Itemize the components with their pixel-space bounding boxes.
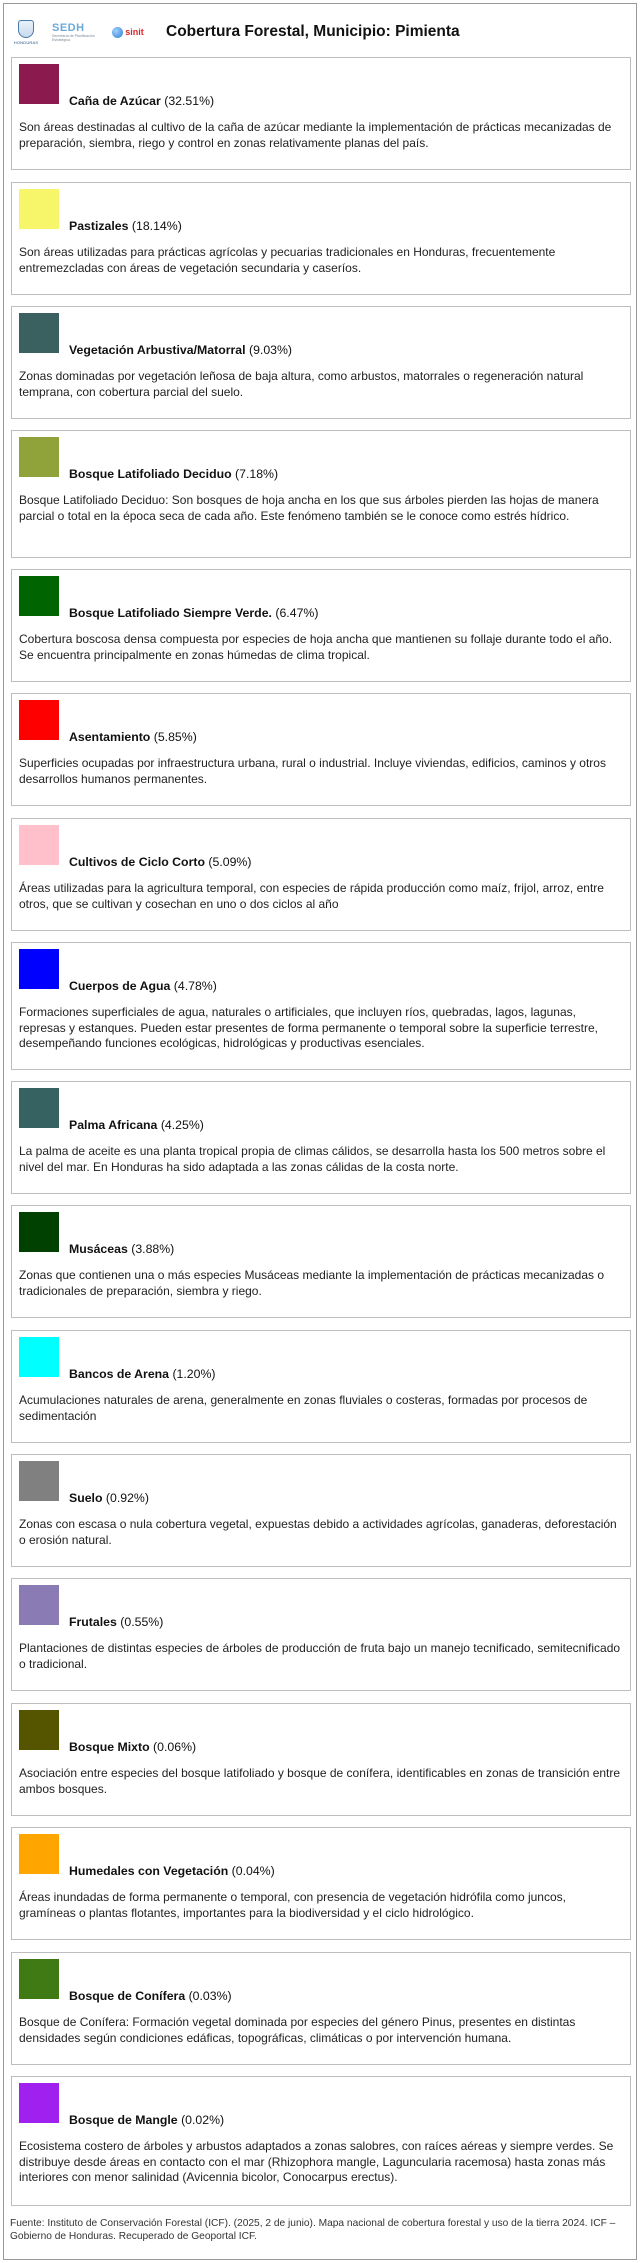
- color-swatch: [19, 189, 59, 229]
- card-title: [69, 1242, 174, 1256]
- cover-type-percent: (18.14%): [131, 219, 182, 233]
- card-title: [69, 979, 217, 993]
- cover-type-card: [11, 306, 631, 419]
- cover-type-description: La palma de aceite es una planta tropical propia de climas cálidos, se desarrolla hasta los 500 metros sobre el nivel del mar. En Honduras ha sido adaptada a las zonas cálidas de la costa norte.: [19, 1144, 606, 1174]
- cover-type-card: [11, 1205, 631, 1318]
- cover-type-percent: (6.47%): [275, 606, 319, 620]
- cover-type-card: [11, 1081, 631, 1194]
- cover-type-description: Son áreas utilizadas para prácticas agrícolas y pecuarias tradicionales en Honduras, frecuentemente entremezcladas con áreas de vegetación secundaria y caseríos.: [19, 245, 556, 275]
- cover-type-name: Asentamiento: [69, 730, 151, 744]
- source-footnote: Fuente: Instituto de Conservación Forestal (ICF). (2025, 2 de junio). Mapa nacional de cobertura forestal y uso de la tierra 2024. ICF – Gobierno de Honduras. Recuperado de Geoportal ICF.: [10, 2218, 616, 2242]
- emblem-shape: [18, 20, 34, 38]
- cover-type-card: [11, 1952, 631, 2065]
- cover-type-description: Zonas con escasa o nula cobertura vegetal, expuestas debido a actividades agrícolas, ganaderas, deforestación o erosión natural.: [19, 1517, 617, 1547]
- cover-type-percent: (32.51%): [164, 94, 215, 108]
- cover-type-percent: (0.55%): [120, 1615, 164, 1629]
- cover-type-card: [11, 1578, 631, 1691]
- page-title: Cobertura Forestal, Municipio: Pimienta: [166, 23, 460, 40]
- color-swatch: [19, 1585, 59, 1625]
- cover-type-name: Suelo: [69, 1491, 103, 1505]
- cover-type-name: Caña de Azúcar: [69, 94, 161, 108]
- page-header: [10, 14, 630, 50]
- cover-type-card: [11, 818, 631, 931]
- cover-type-name: Cultivos de Ciclo Corto: [69, 855, 205, 869]
- sedh-logo-text: Secretaría de Planificación Estratégica: [52, 33, 95, 42]
- cover-type-description: Cobertura boscosa densa compuesta por especies de hoja ancha que mantienen su follaje durante todo el año. Se encuentra principalmente en zonas húmedas de clima tropical.: [19, 632, 613, 662]
- cover-type-name: Musáceas: [69, 1242, 128, 1256]
- card-title: [69, 467, 278, 481]
- color-swatch: [19, 64, 59, 104]
- cover-type-description: Son áreas destinadas al cultivo de la caña de azúcar mediante la implementación de prácticas mecanizadas de preparación, siembra, riego y control en zonas relativamente planas del país.: [19, 120, 612, 150]
- color-swatch: [19, 1834, 59, 1874]
- card-title: [69, 1864, 275, 1878]
- cover-type-percent: (5.85%): [153, 730, 197, 744]
- card-title: [69, 730, 197, 744]
- globe-icon: [112, 27, 123, 38]
- cover-type-description: Plantaciones de distintas especies de árboles de producción de fruta bajo un manejo tecnificado, semitecnificado o tradicional.: [19, 1641, 621, 1671]
- card-title: [69, 1118, 204, 1132]
- card-title: [69, 343, 292, 357]
- cover-type-name: Frutales: [69, 1615, 117, 1629]
- color-swatch: [19, 825, 59, 865]
- cover-type-percent: (4.25%): [160, 1118, 204, 1132]
- cover-type-percent: (0.92%): [105, 1491, 149, 1505]
- cover-type-name: Humedales con Vegetación: [69, 1864, 229, 1878]
- cover-type-percent: (5.09%): [208, 855, 252, 869]
- card-title: [69, 1989, 232, 2003]
- cover-type-description: Acumulaciones naturales de arena, generalmente en zonas fluviales o costeras, formadas por procesos de sedimentación: [19, 1393, 588, 1423]
- cover-type-name: Bosque Mixto: [69, 1740, 150, 1754]
- cover-type-percent: (0.02%): [181, 2113, 225, 2127]
- sinit-logo-icon: [108, 15, 148, 49]
- cover-type-description: Superficies ocupadas por infraestructura urbana, rural o industrial. Incluye viviendas, edificios, caminos y otros desarrollos humanos permanentes.: [19, 756, 606, 786]
- cover-type-card: [11, 2076, 631, 2206]
- cover-type-percent: (0.03%): [188, 1989, 232, 2003]
- cover-type-percent: (3.88%): [131, 1242, 175, 1256]
- cover-type-description: Zonas dominadas por vegetación leñosa de baja altura, como arbustos, matorrales o regeneración natural temprana, con cobertura parcial del suelo.: [19, 369, 584, 399]
- cover-type-card: [11, 430, 631, 558]
- cover-type-description: Asociación entre especies del bosque latifoliado y bosque de conífera, identificables en zonas de transición entre ambos bosques.: [19, 1766, 621, 1796]
- cover-type-description: Áreas utilizadas para la agricultura temporal, con especies de rápida producción como maíz, frijol, arroz, entre otros, que se cultivan y cosechan en uno o dos ciclos al año: [19, 881, 604, 911]
- color-swatch: [19, 1461, 59, 1501]
- cover-type-percent: (9.03%): [248, 343, 293, 357]
- color-swatch: [19, 2083, 59, 2123]
- cover-type-description: Áreas inundadas de forma permanente o temporal, con presencia de vegetación hidrófila como juncos, gramíneas o plantas flotantes, importantes para la biodiversidad y el ciclo hidrológico.: [19, 1890, 566, 1920]
- cover-type-description: Zonas que contienen una o más especies Musáceas mediante la implementación de prácticas mecanizadas o tradicionales de preparación, siembra y riego.: [19, 1268, 604, 1298]
- color-swatch: [19, 437, 59, 477]
- card-title: [69, 1615, 163, 1629]
- cover-type-name: Bosque Latifoliado Siempre Verde.: [69, 606, 272, 620]
- sedh-logo-mark: SEDH: [52, 21, 85, 34]
- cover-type-percent: (0.04%): [231, 1864, 275, 1878]
- cover-type-description: Ecosistema costero de árboles y arbustos adaptados a zonas salobres, con raíces aéreas y siempre verdes. Se distribuye desde áreas en contacto con el mar (Rhizophora mangle, Laguncularia racemosa) hasta zonas más interiores con menor salinidad (Avicennia bicolor, Conocarpus erectus).: [19, 2139, 614, 2184]
- color-swatch: [19, 1337, 59, 1377]
- cover-type-card: [11, 1827, 631, 1940]
- cover-type-name: Cuerpos de Agua: [69, 979, 171, 993]
- card-title: [69, 1740, 196, 1754]
- color-swatch: [19, 949, 59, 989]
- color-swatch: [19, 1710, 59, 1750]
- cover-type-percent: (0.06%): [153, 1740, 197, 1754]
- cover-type-percent: (7.18%): [235, 467, 279, 481]
- cover-type-card: [11, 1703, 631, 1816]
- cover-type-name: Pastizales: [69, 219, 129, 233]
- cover-type-card: [11, 182, 631, 295]
- color-swatch: [19, 576, 59, 616]
- sinit-logo-text: sinit: [125, 27, 144, 37]
- cover-type-card: [11, 569, 631, 682]
- cover-type-name: Vegetación Arbustiva/Matorral: [69, 343, 246, 357]
- cover-type-card: [11, 942, 631, 1070]
- honduras-logo-text: HONDURAS: [13, 39, 39, 45]
- card-title: [69, 855, 251, 869]
- cover-type-description: Formaciones superficiales de agua, naturales o artificiales, que incluyen ríos, quebradas, lagos, lagunas, represas y estanques. Pueden estar presentes de forma permanente o temporal sobre la superficie terrestre, desempeñando funciones ecológicas, hidrológicas y productivas esenciales.: [19, 1005, 598, 1050]
- cover-type-description: Bosque de Conífera: Formación vegetal dominada por especies del género Pinus, presentes en distintas densidades según condiciones edáficas, topográficas, climáticas o por intervención humana.: [19, 2015, 576, 2045]
- cover-type-percent: (1.20%): [172, 1367, 216, 1381]
- card-title: [69, 219, 182, 233]
- cover-type-name: Bosque Latifoliado Deciduo: [69, 467, 232, 481]
- logo-bar: [10, 15, 148, 49]
- cover-type-percent: (4.78%): [173, 979, 217, 993]
- color-swatch: [19, 313, 59, 353]
- honduras-emblem-icon: [10, 15, 42, 49]
- cover-type-card: [11, 1330, 631, 1443]
- cover-type-card: [11, 1454, 631, 1567]
- card-title: [69, 2113, 224, 2127]
- sedh-logo-icon: [52, 15, 98, 49]
- cover-type-description: Bosque Latifoliado Deciduo: Son bosques de hoja ancha en los que sus árboles pierden las hojas de manera parcial o total en la época seca de cada año. Este fenómeno también se le conoce como estrés hídrico.: [19, 493, 599, 523]
- card-title: [69, 606, 318, 620]
- card-title: [69, 94, 214, 108]
- cover-type-name: Bancos de Arena: [69, 1367, 170, 1381]
- color-swatch: [19, 700, 59, 740]
- color-swatch: [19, 1088, 59, 1128]
- cover-type-card: [11, 57, 631, 170]
- color-swatch: [19, 1959, 59, 1999]
- cover-type-card: [11, 693, 631, 806]
- cover-type-name: Palma Africana: [69, 1118, 158, 1132]
- color-swatch: [19, 1212, 59, 1252]
- cover-type-name: Bosque de Mangle: [69, 2113, 178, 2127]
- card-title: [69, 1367, 216, 1381]
- card-title: [69, 1491, 149, 1505]
- cover-type-name: Bosque de Conífera: [69, 1989, 186, 2003]
